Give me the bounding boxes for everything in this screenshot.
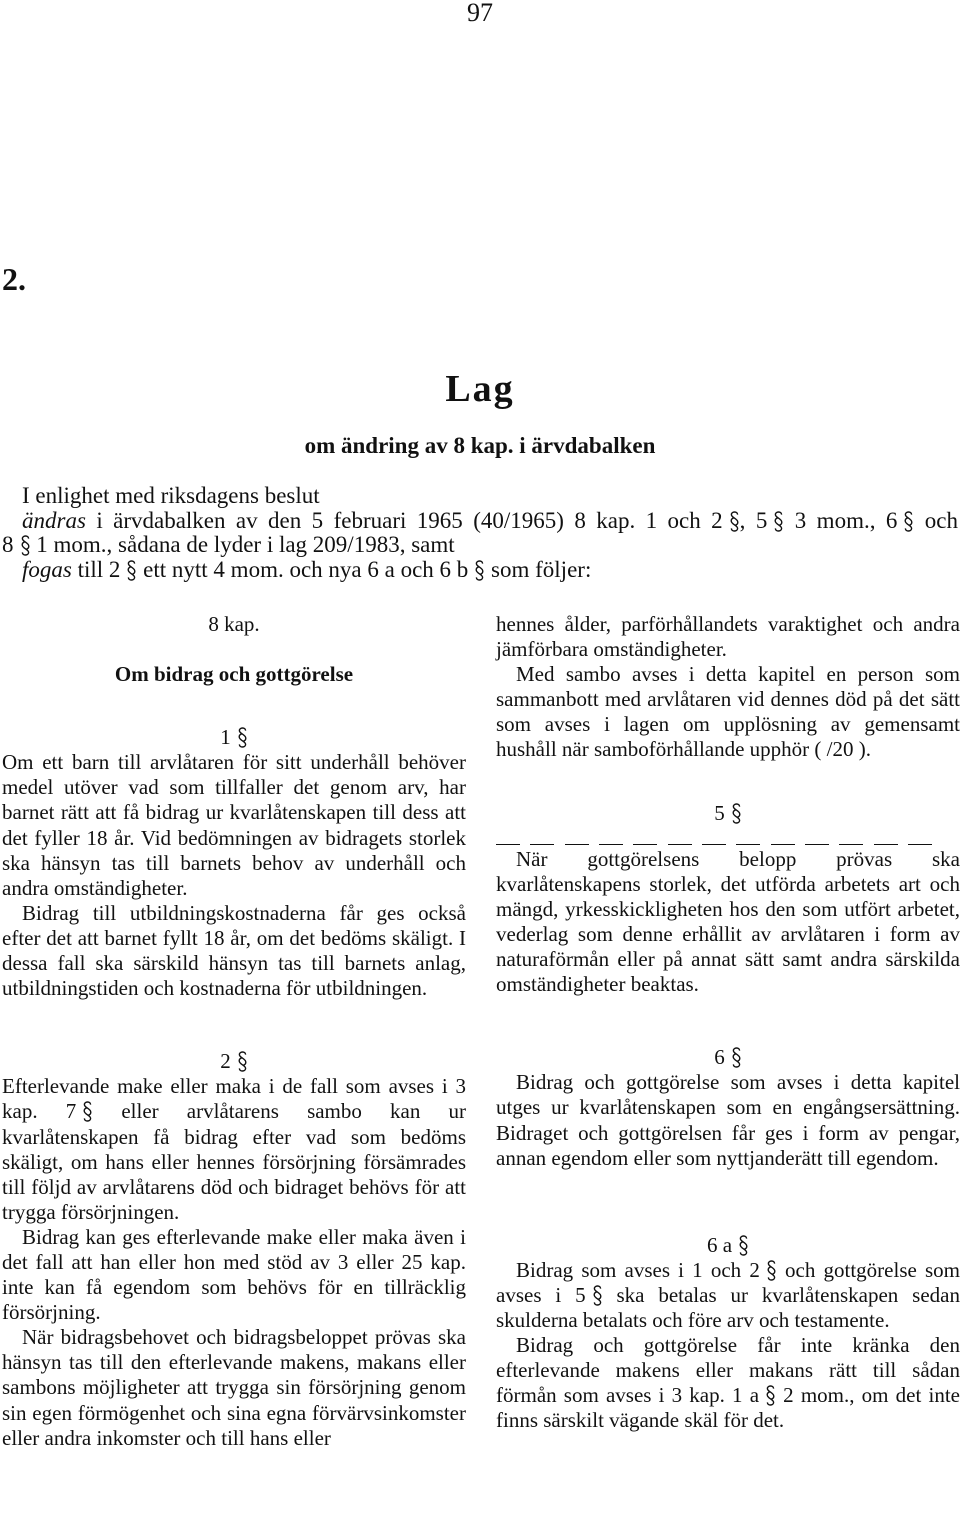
intro-text: ett nytt 4 mom. och nya 6 a och 6 b (137, 556, 469, 582)
section-number-label: 1 (220, 725, 231, 750)
section-2-heading (2, 1049, 466, 1074)
section-sign-icon (474, 560, 485, 581)
continued-paragraph: hennes ålder, parförhållandets varaktighet och andra jämförbara omständigheter. (496, 612, 960, 662)
intro-line-2 (2, 509, 958, 534)
section-sign-icon (766, 1260, 777, 1281)
intro-line-1: I enlighet med riksdagens beslut (22, 483, 320, 508)
section-sign-icon (903, 511, 914, 532)
intro-line-4 (2, 558, 958, 583)
page-number: 97 (467, 0, 493, 27)
intro-text: , 5 (739, 507, 768, 533)
law-subtitle: om ändring av 8 kap. i ärvdabalken (304, 433, 656, 458)
section-2-paragraph-2: Bidrag kan ges efterlevande make eller maka även i det fall att han eller hon med stöd av 3 eller 25 kap. inte kan få egendom som behövs för en tillräcklig försörjning. (2, 1224, 466, 1325)
intro-verb-fogas: fogas (22, 556, 72, 582)
section-sign-icon (126, 560, 137, 581)
dash (668, 844, 692, 845)
intro-verb-andras: ändras (22, 507, 86, 533)
section-number-label: 5 (714, 800, 725, 825)
section-6-paragraph: Bidrag och gottgörelse som avses i detta kapitel utges ur kvarlåtenskapen som en engångsersättning. Bidraget och gottgörelsen får ges i form av pengar, annan egendom eller som nyttjanderätt till egendom. (496, 1070, 960, 1170)
section-sign-icon (82, 1101, 93, 1122)
section-sign-icon (237, 1051, 248, 1072)
section-1-paragraph-1: Om ett barn till arvlåtaren för sitt underhåll behöver medel utöver vad som tillfaller det genom arv, har barnet rätt att få bidrag ur kvarlåtenskapen till dess att det fyller 18 år. Vid bedömningen av bidragets storlek ska hänsyn tas till barnets behov av underhåll och andra omständigheter. (2, 750, 466, 900)
section-number-label: 2 (220, 1049, 231, 1074)
paragraph-text: och gottgörelse som avses i 5 (496, 1257, 960, 1307)
dash (805, 844, 829, 845)
section-number-label: 6 (714, 1045, 725, 1070)
intro-text: till 2 (71, 556, 121, 582)
paragraph-text: ska betalas ur kvarlåtenskapen sedan skulderna betalats och före arv och testamente. (496, 1282, 960, 1332)
section-sign-icon (20, 535, 31, 556)
left-column (2, 612, 466, 1451)
dash (874, 844, 898, 845)
intro-text: och (914, 507, 958, 533)
section-sign-icon (731, 803, 742, 824)
paragraph-text: Efterlevande make eller maka i de fall som avses i 3 kap. 7 (2, 1074, 466, 1124)
section-6a-paragraph-2 (496, 1333, 960, 1433)
section-sign-icon (731, 1047, 742, 1068)
section-sign-icon (765, 1385, 776, 1406)
sambo-definition-paragraph: Med sambo avses i detta kapitel en person som sammanbott med arvlåtaren vid dennes död på det sätt som avses i lagen om upplösning av gemensamt hushåll när samboförhållande upphör ( /20 ). (496, 662, 960, 762)
section-6a-heading (496, 1233, 960, 1258)
dash (565, 844, 589, 845)
section-5-heading (496, 801, 960, 826)
section-sign-icon (592, 1285, 603, 1306)
intro-text: 3 mom., 6 (784, 507, 898, 533)
law-title: Lag (445, 368, 515, 410)
dash (496, 844, 520, 845)
dash (530, 844, 554, 845)
intro-text: 1 mom., sådana de lyder i lag 209/1983, samt (30, 532, 455, 557)
paragraph-text: Bidrag och gottgörelse får inte kränka den efterlevande makens eller makans rätt till sådan förmån som avses i 3 kap. 1 a (496, 1333, 960, 1408)
section-2-paragraph-1 (2, 1074, 466, 1225)
section-6-heading (496, 1045, 960, 1070)
right-column (496, 612, 960, 1433)
omitted-text-dash-line (496, 832, 932, 845)
section-1-paragraph-2: Bidrag till utbildningskostnaderna får ges också efter det att barnet fyllt 18 år, om det bedöms skäligt. I dessa fall ska särskild hänsyn tas till barnets anlag, utbildningstiden och kostnaderna för utbildningen. (2, 900, 466, 1001)
paragraph-text: Bidrag som avses i 1 och 2 (516, 1257, 760, 1282)
section-1-heading (2, 725, 466, 750)
dash (633, 844, 657, 845)
intro-text: i ärvdabalken av den 5 februari 1965 (40/1965) 8 kap. 1 och 2 (85, 507, 723, 533)
paragraph-text: eller arvlåtarens sambo kan ur kvarlåtenskapen få bidrag efter vad som bedöms skäligt, om hans eller hennes försörjning försämrades till följd av arvlåtarens död och bidraget behövs för att trygga försörjningen. (2, 1099, 466, 1224)
section-sign-icon (738, 1235, 749, 1256)
dash (839, 844, 863, 845)
dash (908, 844, 932, 845)
section-sign-icon (237, 727, 248, 748)
section-sign-icon (773, 511, 784, 532)
paragraph-text: 2 mom., om det inte finns särskilt vägande skäl för det. (496, 1383, 960, 1433)
chapter-title: Om bidrag och gottgörelse (114, 662, 354, 687)
section-sign-icon (729, 511, 740, 532)
dash (702, 844, 726, 845)
dash (599, 844, 623, 845)
dash (736, 844, 760, 845)
section-number-label: 6 a (706, 1232, 733, 1257)
intro-block (2, 484, 958, 582)
intro-text: som följer: (485, 556, 592, 582)
section-number: 2. (2, 261, 26, 297)
chapter-heading: 8 kap. (208, 612, 260, 636)
intro-text: 8 (2, 532, 14, 557)
section-6a-paragraph-1 (496, 1258, 960, 1333)
section-5-paragraph: När gottgörelsens belopp prövas ska kvarlåtenskapens storlek, det utförda arbetets art och mängd, yrkesskickligheten hos den som utfört arbetet, vederlag som denne erhållit av arvlåtaren i form av naturaförmån eller på annat sätt samt andra särskilda omständigheter beaktas. (496, 846, 960, 997)
dash (771, 844, 795, 845)
section-2-paragraph-3: När bidragsbehovet och bidragsbeloppet prövas ska hänsyn tas till den efterlevande makens, makans eller sambons möjligheter att trygga sin försörjning genom sin egen förmögenhet och sina egna förvärvsinkomster eller andra inkomster och till hans eller (2, 1325, 466, 1450)
intro-line-3 (2, 533, 958, 558)
